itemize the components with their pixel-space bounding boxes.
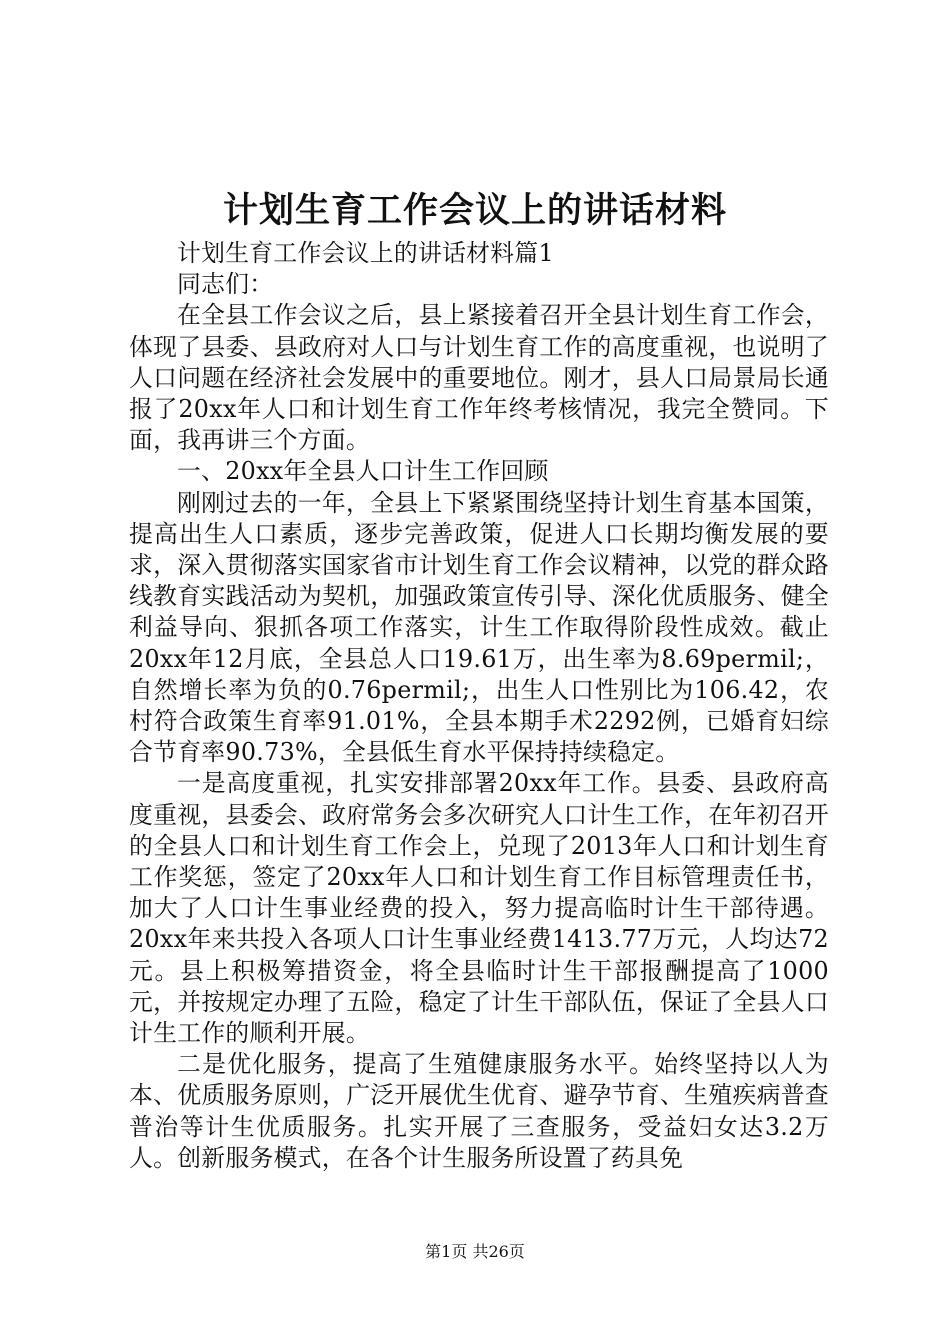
section-heading: 计划生育工作会议上的讲话材料篇1 [177,239,554,267]
body-paragraph: 在全县工作会议之后，县上紧接着召开全县计划生育工作会，体现了县委、县政府对人口与计划生育工作的高度重视，也说明了人口问题在经济社会发展中的重要地位。刚才，县人口局景局长通报了20xx年人口和计划生育工作年终考核情况，我完全赞同。下面，我再讲三个方面。 [129,301,829,455]
section-heading: 一、20xx年全县人口计生工作回顾 [177,457,549,486]
body-paragraph: 二是优化服务，提高了生殖健康服务水平。始终坚持以人为本、优质服务原则，广泛开展优生优育、避孕节育、生殖疾病普查普治等计生优质服务。扎实开展了三查服务，受益妇女达3.2万人。创新服务模式，在各个计生服务所设置了药具免 [129,1050,829,1172]
document-body [129,238,829,1174]
document-title: 计划生育工作会议上的讲话材料 [222,190,727,231]
body-paragraph: 一是高度重视，扎实安排部署20xx年工作。县委、县政府高度重视，县委会、政府常务会多次研究人口计生工作，在年初召开的全县人口和计划生育工作会上，兑现了2013年人口和计划生育工作奖惩，签定了20xx年人口和计划生育工作目标管理责任书，加大了人口计生事业经费的投入，努力提高临时计生干部待遇。20xx年来共投入各项人口计生事业经费1413.77万元，人均达72元。县上积极筹措资金，将全县临时计生干部报酬提高了1000元，并按规定办理了五险，稳定了计生干部队伍，保证了全县人口计生工作的顺利开展。 [129,769,829,1048]
body-paragraph: 刚刚过去的一年，全县上下紧紧围绕坚持计划生育基本国策，提高出生人口素质，逐步完善政策，促进人口长期均衡发展的要求，深入贯彻落实国家省市计划生育工作会议精神，以党的群众路线教育实践活动为契机，加强政策宣传引导、深化优质服务、健全利益导向、狠抓各项工作落实，计生工作取得阶段性成效。截止20xx年12月底，全县总人口19.61万，出生率为8.69permil;，自然增长率为负的0.76permil;，出生人口性别比为106.42，农村符合政策生育率91.01%，全县本期手术2292例，已婚育妇综合节育率90.73%，全县低生育水平保持持续稳定。 [129,488,829,767]
salutation: 同志们： [177,270,274,299]
page-footer: 第1页 共26页 [425,1242,525,1261]
